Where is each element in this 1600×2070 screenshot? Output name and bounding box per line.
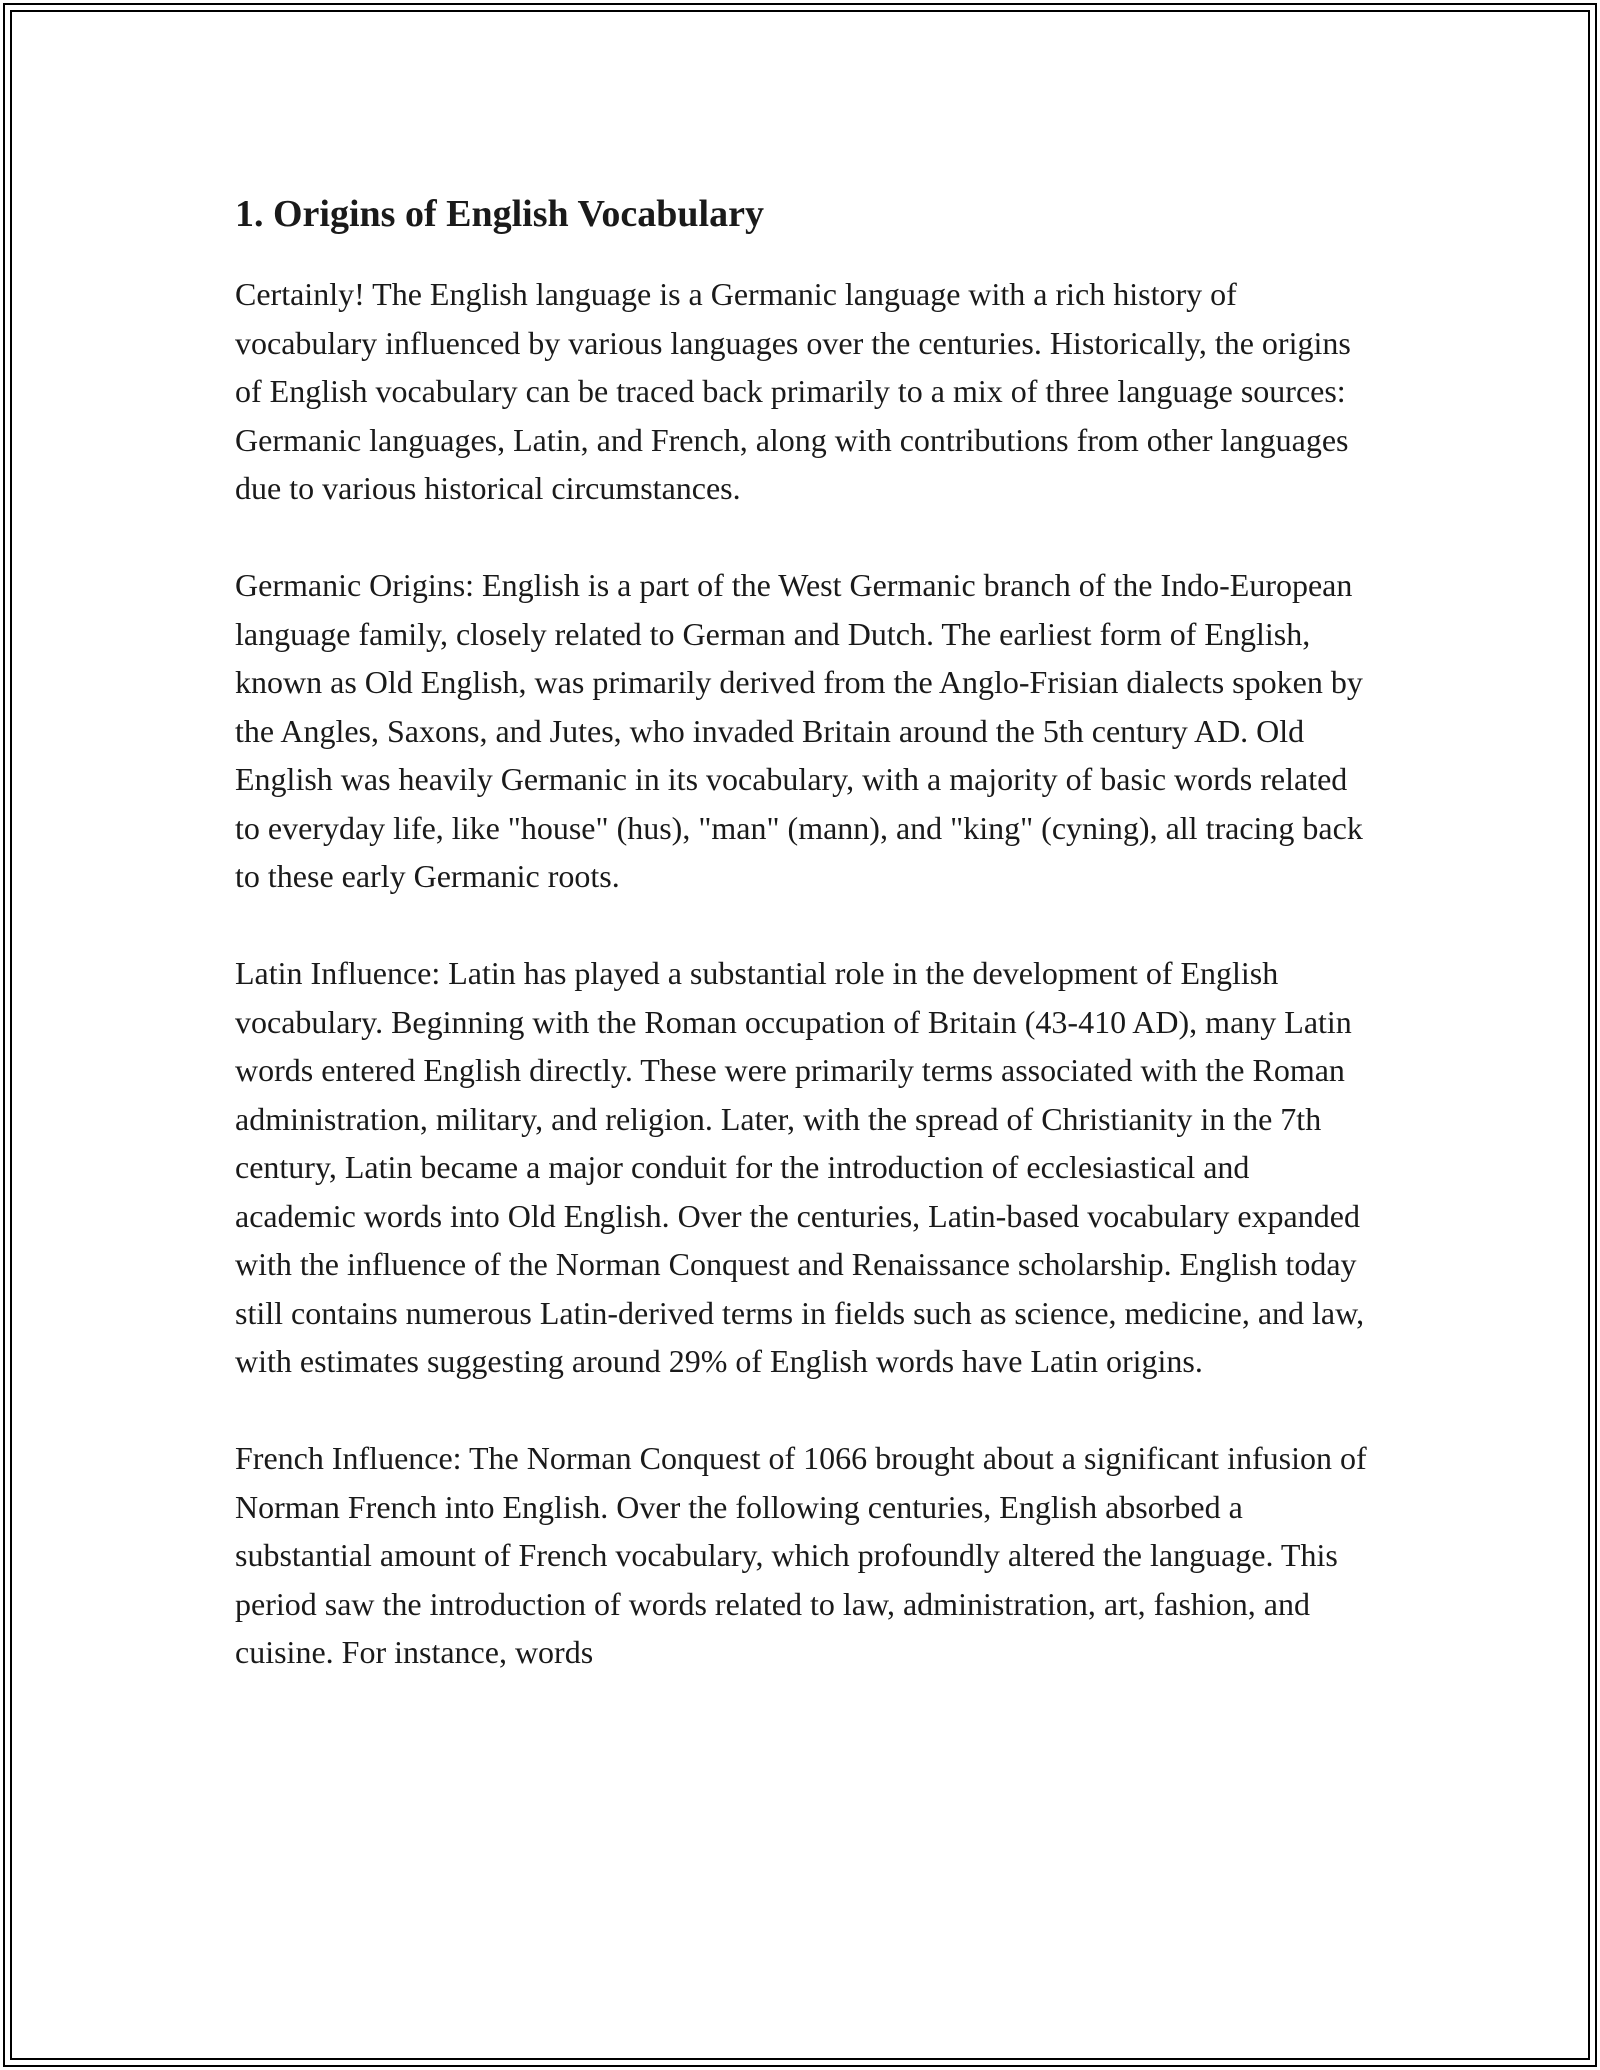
- document-body: [235, 188, 1375, 1725]
- french-influence-paragraph: French Influence: The Norman Conquest of 1066 brought about a significant infusion of Norman French into English. Over the following centuries, English absorbed a substantial amount of French vocabulary, which profoundly altered the language. This period saw the introduction of words related to law, administration, art, fashion, and cuisine. For instance, words: [235, 1440, 1367, 1670]
- section-heading: 1. Origins of English Vocabulary: [235, 193, 764, 235]
- latin-influence-paragraph: Latin Influence: Latin has played a substantial role in the development of English vocabulary. Beginning with the Roman occupation of Britain (43-410 AD), many Latin words entered English directly. These were primarily terms associated with the Roman administration, military, and religion. Later, with the spread of Christianity in the 7th century, Latin became a major conduit for the introduction of ecclesiastical and academic words into Old English. Over the centuries, Latin-based vocabulary expanded with the influence of the Norman Conquest and Renaissance scholarship. English today still contains numerous Latin-derived terms in fields such as science, medicine, and law, with estimates suggesting around 29% of English words have Latin origins.: [235, 955, 1365, 1379]
- germanic-origins-paragraph: Germanic Origins: English is a part of the West Germanic branch of the Indo-European language family, closely related to German and Dutch. The earliest form of English, known as Old English, was primarily derived from the Anglo-Frisian dialects spoken by the Angles, Saxons, and Jutes, who invaded Britain around the 5th century AD. Old English was heavily Germanic in its vocabulary, with a majority of basic words related to everyday life, like "house" (hus), "man" (mann), and "king" (cyning), all tracing back to these early Germanic roots.: [235, 567, 1363, 894]
- intro-paragraph: Certainly! The English language is a Germanic language with a rich history of vocabulary influenced by various languages over the centuries. Historically, the origins of English vocabulary can be traced back primarily to a mix of three language sources: Germanic languages, Latin, and French, along with contributions from other languages due to various historical circumstances.: [235, 276, 1351, 506]
